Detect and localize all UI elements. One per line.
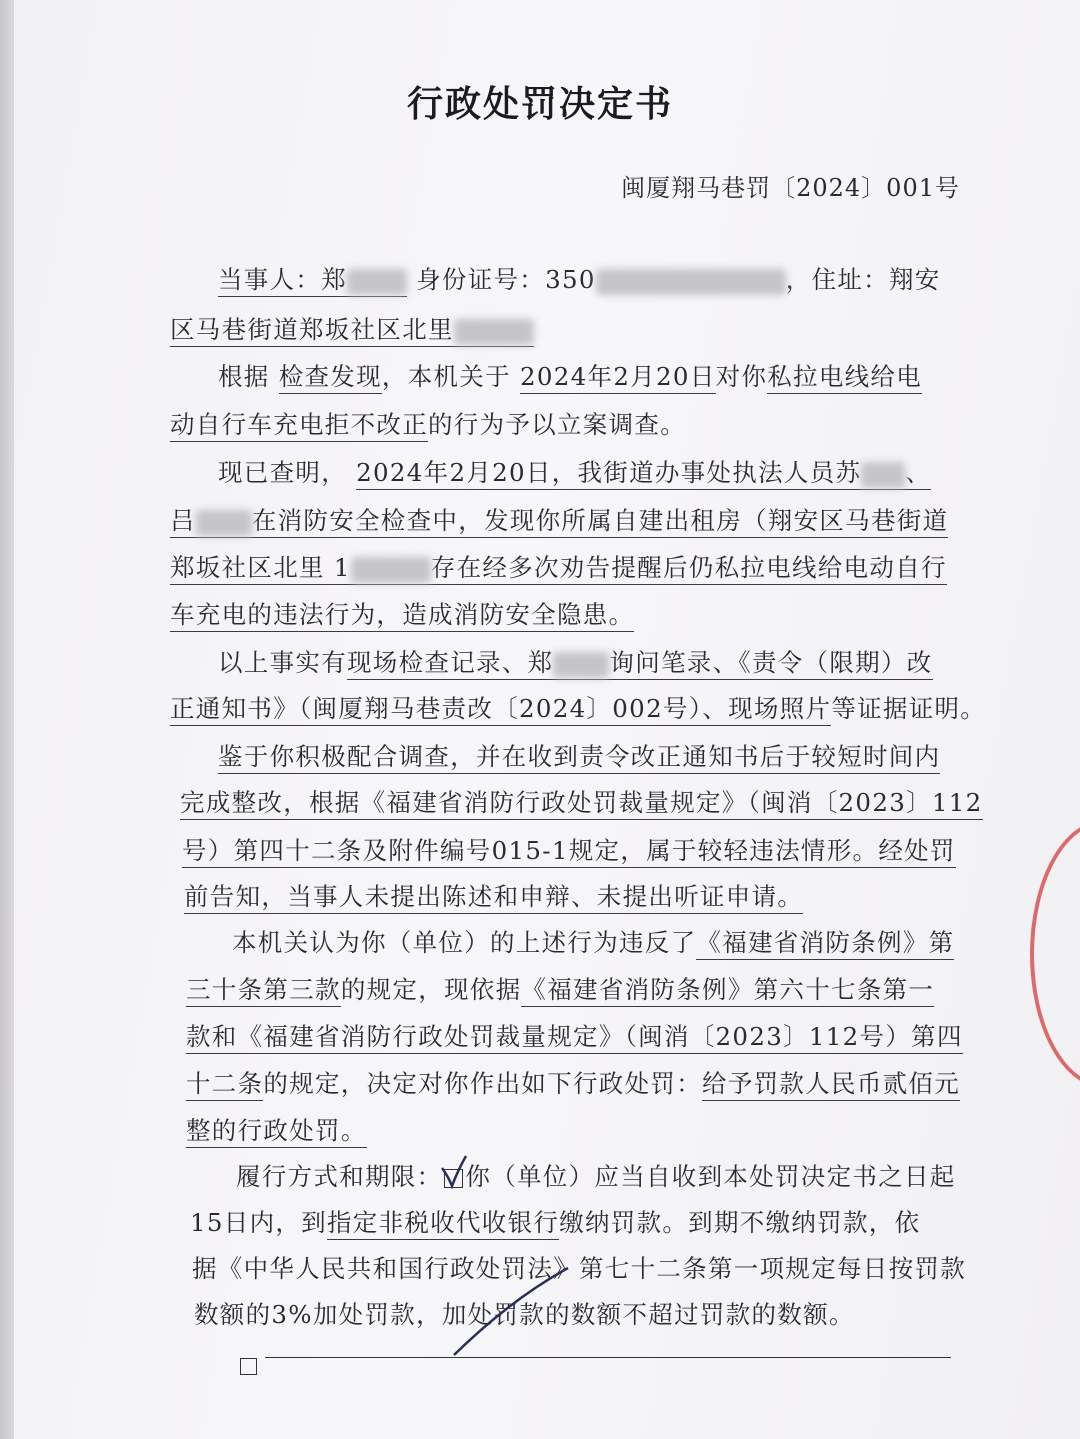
- evidence-line-2: [170, 694, 987, 724]
- facts-text: 吕: [170, 506, 196, 535]
- redacted-address: [351, 557, 431, 583]
- decision-line-4: [186, 1069, 986, 1099]
- evidence-text: 正通知书》（闽厦翔马巷责改〔2024〕002号）、现场照片: [170, 694, 831, 726]
- party-line-2: [170, 315, 970, 345]
- document-title: 行政处罚决定书: [406, 83, 673, 125]
- facts-line-1: [218, 458, 970, 488]
- decision-text: 款和《福建省消防行政处罚裁量规定》（闽消〔2023〕112号）第四: [186, 1022, 963, 1054]
- party-address-label: ，住址：翔安: [785, 265, 941, 294]
- bottom-checkbox-icon: [240, 1358, 257, 1375]
- bottom-blank-line: [265, 1357, 951, 1358]
- decision-text: 本机关认为你（单位）的上述行为违反了: [232, 928, 697, 957]
- party-address: 区马巷街道郑坂社区北里: [170, 315, 454, 344]
- facts-text: 2024年2月20日，我街道办事处执法人员苏: [356, 458, 862, 487]
- facts-text: 、: [905, 458, 932, 487]
- basis-text: 的行为予以立案调查。: [428, 410, 686, 439]
- facts-line-3: [170, 553, 970, 583]
- decision-line-1: [232, 928, 984, 958]
- pen-mark-icon: [440, 1150, 580, 1380]
- decision-penalty: 给予罚款人民币贰佰元: [702, 1069, 960, 1101]
- mitigation-line-2: [180, 788, 983, 818]
- basis-text: 对你: [715, 362, 768, 391]
- decision-text: 《福建省消防条例》第: [696, 928, 954, 960]
- performance-line-1: [236, 1162, 988, 1192]
- facts-text: 现已查明，: [218, 458, 347, 487]
- party-id-label: 身份证号：350: [416, 265, 596, 294]
- mitigation-line-4: [184, 882, 984, 912]
- facts-line-2: [170, 506, 970, 536]
- performance-line-4: [194, 1300, 994, 1330]
- basis-source: 检查发现: [279, 362, 382, 394]
- document-number: 闽厦翔马巷罚〔2024〕001号: [621, 174, 960, 202]
- facts-line-4: [170, 600, 970, 630]
- redacted-name: [347, 269, 407, 295]
- facts-text: 在消防安全检查中，发现你所属自建出租房（翔安区马巷街道: [251, 506, 949, 535]
- decision-line-3: [186, 1022, 986, 1052]
- performance-text: 数额的3%加处罚款，加处罚款的数额不超过罚款的数额。: [194, 1300, 855, 1329]
- decision-text: 三十条第三款: [186, 975, 341, 1007]
- mitigation-text: 鉴于你积极配合调查，并在收到责令改正通知书后于较短时间内: [218, 742, 940, 774]
- basis-line-1: [218, 362, 970, 392]
- basis-violation: 动自行车充电拒不改正: [170, 410, 428, 442]
- mitigation-line-3: [182, 836, 982, 866]
- decision-text: 十二条: [186, 1069, 263, 1101]
- decision-line-2: [186, 975, 986, 1005]
- performance-text: 15日内，到: [190, 1208, 327, 1237]
- decision-text: 的规定，决定对你作出如下行政处罚：: [263, 1069, 703, 1098]
- performance-text: 缴纳罚款。到期不缴纳罚款，依: [559, 1208, 921, 1237]
- basis-violation: 私拉电线给电: [767, 362, 922, 394]
- evidence-text: 等证据证明。: [831, 694, 987, 723]
- party-label: 当事人：郑: [218, 265, 347, 294]
- redacted-id: [596, 269, 786, 295]
- performance-line-2: [190, 1208, 990, 1238]
- mitigation-text: 完成整改，根据《福建省消防行政处罚裁量规定》（闽消〔2023〕112: [180, 788, 983, 820]
- redacted-name: [553, 652, 609, 678]
- decision-line-5: [186, 1116, 986, 1146]
- basis-date: 2024年2月20日: [520, 362, 716, 394]
- decision-text: 《福建省消防条例》第六十七条第一: [521, 975, 934, 1007]
- redacted-officer: [196, 510, 252, 536]
- facts-text: 存在经多次劝告提醒后仍私拉电线给电动自行: [430, 553, 947, 582]
- evidence-text: 现场检查记录、郑: [347, 648, 554, 677]
- evidence-text: 以上事实有: [218, 648, 347, 677]
- facts-text: 郑坂社区北里: [170, 553, 325, 582]
- evidence-text: 询问笔录、《责令（限期）改: [609, 648, 933, 677]
- mitigation-text: 前告知，当事人未提出陈述和申辩、未提出听证申请。: [184, 882, 803, 914]
- decision-text: 的规定，现依据: [340, 975, 522, 1004]
- performance-text: 据《中华人民共和国行政处罚法》第七十二条第一项规定每日按罚款: [192, 1254, 966, 1283]
- performance-text: 你（单位）应当自收到本处罚决定书之日起: [465, 1162, 956, 1191]
- performance-text: 履行方式和期限：: [236, 1162, 443, 1191]
- mitigation-text: 号）第四十二条及附件编号015-1规定，属于较轻违法情形。经处罚: [182, 836, 956, 868]
- performance-bank: 指定非税收代收银行: [327, 1208, 559, 1240]
- party-line-1: [218, 265, 970, 295]
- basis-text: ，本机关于: [381, 362, 511, 391]
- performance-line-3: [192, 1254, 992, 1284]
- evidence-line-1: [218, 648, 970, 678]
- basis-text: 根据: [218, 362, 270, 391]
- mitigation-line-1: [218, 742, 970, 772]
- decision-text: 整的行政处罚。: [186, 1116, 367, 1148]
- facts-text: 1: [333, 553, 351, 582]
- redacted-address: [454, 319, 534, 345]
- basis-line-2: [170, 410, 970, 440]
- redacted-officer: [861, 462, 905, 488]
- facts-text: 车充电的违法行为，造成消防安全隐患。: [170, 600, 634, 632]
